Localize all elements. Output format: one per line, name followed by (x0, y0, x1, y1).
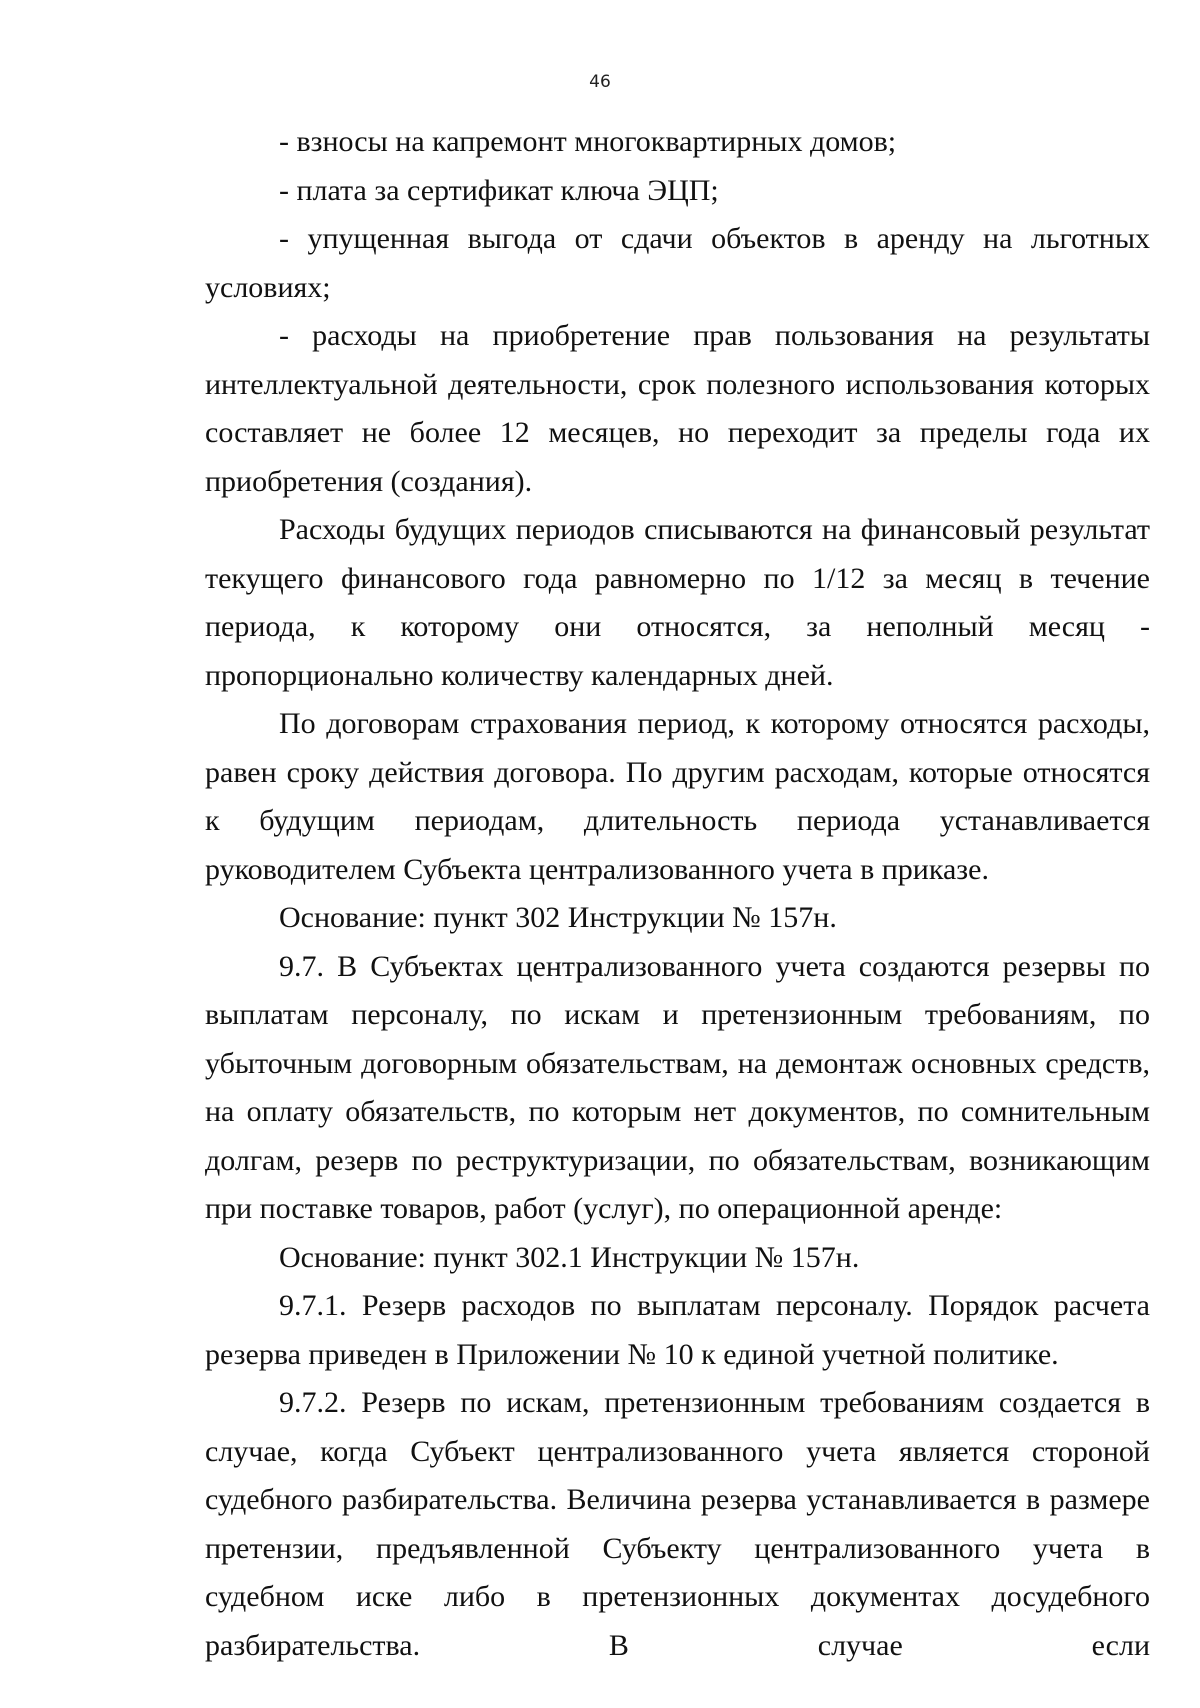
paragraph-future-expenses: Расходы будущих периодов списываются на финансовый результат текущего финансового года равномерно по 1/12 за месяц в течение периода, к которому они относятся, за неполный месяц - пропорционально количеству календарных дней. (205, 513, 1150, 692)
paragraph-section-9-7: 9.7. В Субъектах централизованного учета создаются резервы по выплатам персоналу, по искам и претензионным требованиям, по убыточным договорным обязательствам, на демонтаж основных средств, на оплату обязательств, по которым нет документов, по сомнительным долгам, резерв по реструктуризации, по обязательствам, возникающим при поставке товаров, работ (услуг), по операционной аренде: (205, 949, 1150, 1225)
document-body (205, 118, 1150, 1670)
list-item-capital-repair: - взносы на капремонт многоквартирных домов; (279, 125, 897, 158)
paragraph-basis-302: Основание: пункт 302 Инструкции № 157н. (279, 901, 837, 934)
paragraph-section-9-7-2: 9.7.2. Резерв по искам, претензионным требованиям создается в случае, когда Субъект централизованного учета является стороной судебного разбирательства. Величина резерва устанавливается в размере претензии, предъявленной Субъекту централизованного учета в судебном иске либо в претензионных документах досудебного разбирательства. В случае если (205, 1386, 1150, 1662)
paragraph-insurance-contracts: По договорам страхования период, к которому относятся расходы, равен сроку действия договора. По другим расходам, которые относятся к будущим периодам, длительность периода устанавливается руководителем Субъекта централизованного учета в приказе. (205, 707, 1150, 886)
list-item-intellectual-rights: - расходы на приобретение прав пользования на результаты интеллектуальной деятельности, срок полезного использования которых составляет не более 12 месяцев, но переходит за пределы года их приобретения (создания). (205, 319, 1150, 498)
paragraph-basis-302-1: Основание: пункт 302.1 Инструкции № 157н. (279, 1240, 860, 1274)
list-item-ecp-certificate: - плата за сертификат ключа ЭЦП; (279, 173, 719, 207)
list-item-lost-profit: - упущенная выгода от сдачи объектов в аренду на льготных условиях; (205, 222, 1150, 304)
page-number: 46 (589, 72, 611, 92)
paragraph-section-9-7-1: 9.7.1. Резерв расходов по выплатам персоналу. Порядок расчета резерва приведен в Приложении № 10 к единой учетной политике. (205, 1289, 1150, 1371)
